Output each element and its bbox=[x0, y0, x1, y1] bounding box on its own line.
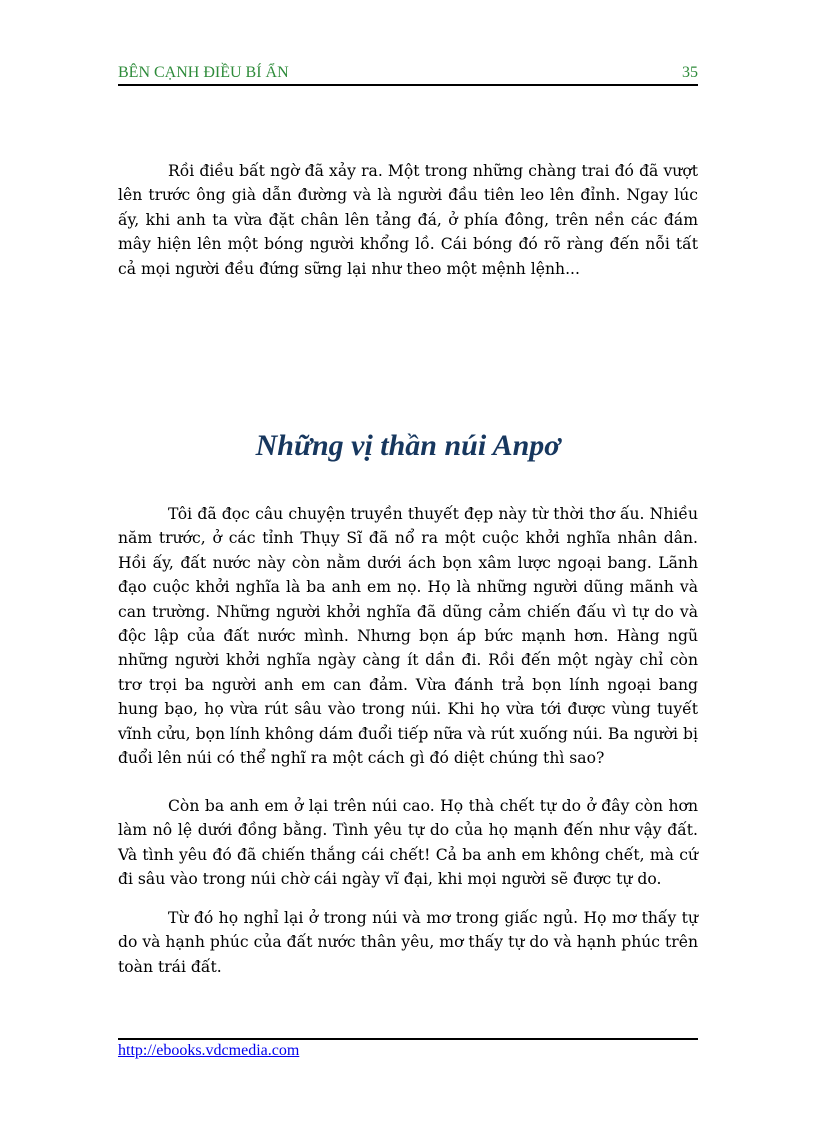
paragraph-section-2: Còn ba anh em ở lại trên núi cao. Họ thà chết tự do ở đây còn hơn làm nô lệ dưới đồng bằng. Tình yêu tự do của họ mạnh đến như vậy đất. Và tình yêu đó đã chiến thắng cái chết! Cả ba anh em không chết, mà cứ đi sâu vào trong núi chờ cái ngày vĩ đại, khi mọi người sẽ được tự do. bbox=[118, 797, 698, 889]
page-number: 35 bbox=[682, 64, 698, 81]
footer-divider bbox=[118, 1038, 698, 1040]
paragraph-section-1: Tôi đã đọc câu chuyện truyền thuyết đẹp này từ thời thơ ấu. Nhiều năm trước, ở các tỉnh Thụy Sĩ đã nổ ra một cuộc khởi nghĩa nhân dân. Hồi ấy, đất nước này còn nằm dưới ách bọn xâm lược ngoại bang. Lãnh đạo cuộc khởi nghĩa là ba anh em nọ. Họ là những người dũng mãnh và can trường. Những người khởi nghĩa đã dũng cảm chiến đấu vì tự do và độc lập của đất nước mình. Nhưng bọn áp bức mạnh hơn. Hàng ngũ những người khởi nghĩa ngày càng ít dần đi. Rồi đến một ngày chỉ còn trơ trọi ba người anh em can đảm. Vừa đánh trả bọn lính ngoại bang hung bạo, họ vừa rút sâu vào trong núi. Khi họ vừa tới được vùng tuyết vĩnh cửu, bọn lính không dám đuổi tiếp nữa và rút xuống núi. Ba người bị đuổi lên núi có thể nghĩ ra một cách gì đó diệt chúng thì sao? bbox=[118, 505, 698, 768]
footer-link[interactable]: http://ebooks.vdcmedia.com bbox=[118, 1042, 300, 1059]
paragraph-intro: Rồi điều bất ngờ đã xảy ra. Một trong những chàng trai đó đã vượt lên trước ông già dẫn đường và là người đầu tiên leo lên đỉnh. Ngay lúc ấy, khi anh ta vừa đặt chân lên tảng đá, ở phía đông, trên nền các đám mây hiện lên một bóng người khổng lồ. Cái bóng đó rõ ràng đến nỗi tất cả mọi người đều đứng sững lại như theo một mệnh lệnh... bbox=[118, 162, 698, 278]
running-title: BÊN CẠNH ĐIỀU BÍ ẨN bbox=[118, 64, 289, 81]
section-title: Những vị thần núi Anpơ bbox=[255, 429, 561, 462]
running-header bbox=[118, 62, 698, 86]
paragraph-section-3: Từ đó họ nghỉ lại ở trong núi và mơ trong giấc ngủ. Họ mơ thấy tự do và hạnh phúc của đất nước thân yêu, mơ thấy tự do và hạnh phúc trên toàn trái đất. bbox=[118, 909, 698, 976]
